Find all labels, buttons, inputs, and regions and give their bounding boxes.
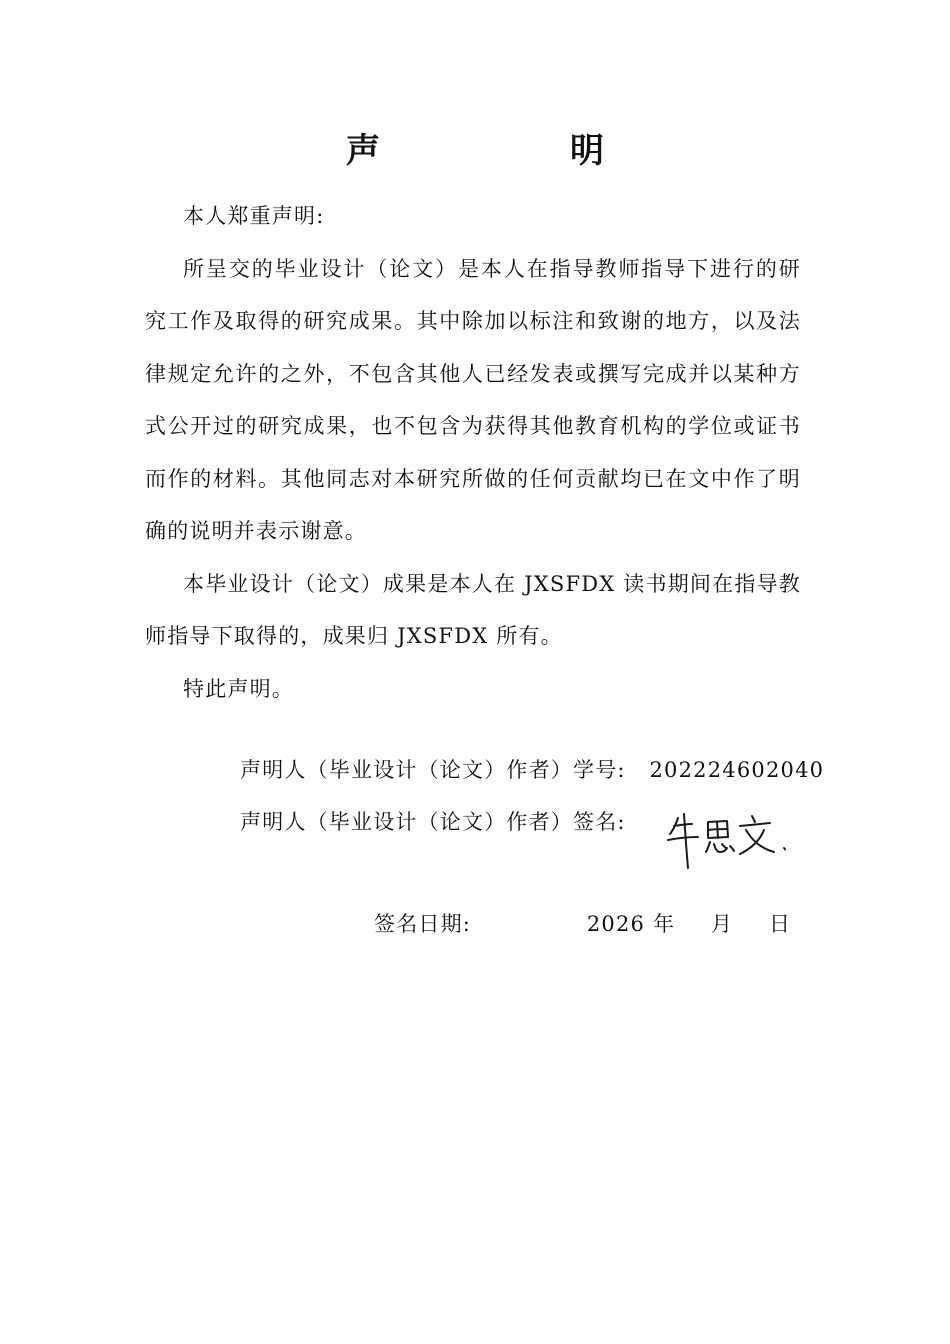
greeting-line: 本人郑重声明: xyxy=(183,204,325,228)
declaration-body xyxy=(145,190,801,715)
date-year-unit: 年 xyxy=(653,912,676,936)
date-month-unit: 月 xyxy=(710,912,734,936)
paragraph-originality: 所呈交的毕业设计（论文）是本人在指导教师指导下进行的研究工作及取得的研究成果。其中除加以标注和致谢的地方，以及法律规定允许的之外，不包含其他人已经发表或撰写完成并以某种方式公开过的研究成果，也不包含为获得其他教育机构的学位或证书而作的材料。其他同志对本研究所做的任何贡献均已在文中作了明确的说明并表示谢意。 xyxy=(145,256,801,543)
signature-label: 声明人（毕业设计（论文）作者）签名: xyxy=(240,810,626,834)
date-label: 签名日期: xyxy=(374,912,472,936)
student-id-value: 202224602040 xyxy=(649,758,825,782)
student-id-line xyxy=(240,754,824,786)
page-title: 声 明 xyxy=(346,131,682,171)
date-day-unit: 日 xyxy=(768,912,792,936)
student-id-label: 声明人（毕业设计（论文）作者）学号: xyxy=(240,758,626,782)
paragraph-ownership: 本毕业设计（论文）成果是本人在 JXSFDX 读书期间在指导教师指导下取得的，成果归 JXSFDX 所有。 xyxy=(145,571,801,648)
signature-line xyxy=(240,806,626,838)
closing-line: 特此声明。 xyxy=(183,676,294,701)
handwritten-signature xyxy=(664,808,794,874)
date-year: 2026 xyxy=(586,912,646,936)
signature-date-line xyxy=(374,908,791,940)
